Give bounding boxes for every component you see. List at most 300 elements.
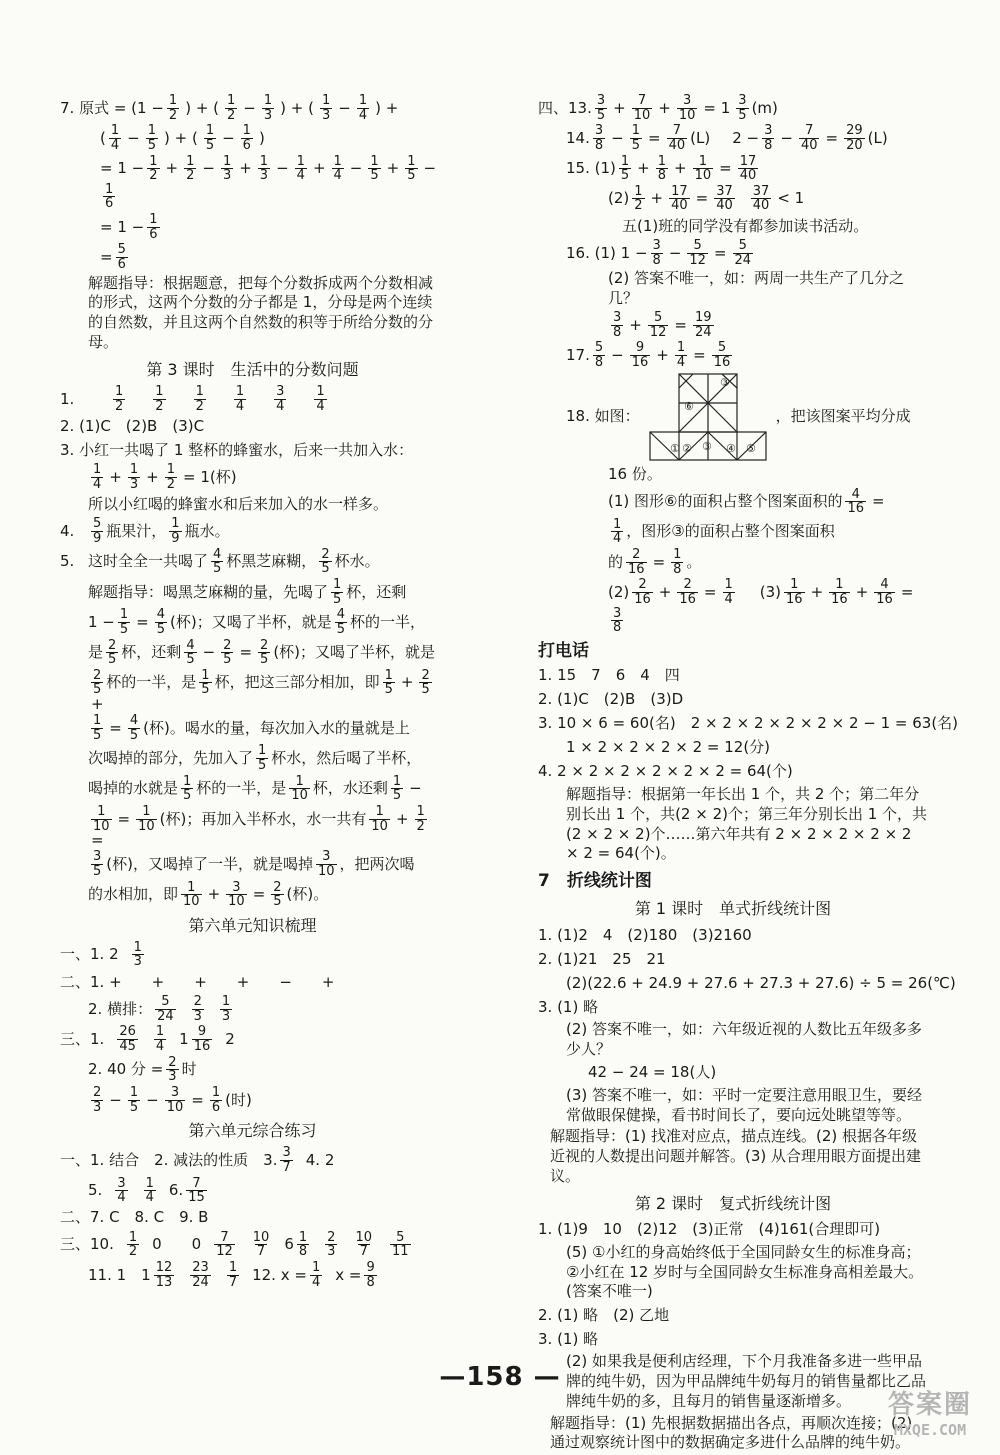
text: 3 — [738, 93, 747, 108]
fraction — [226, 881, 247, 909]
text: 10 — [93, 818, 110, 834]
left-column — [60, 92, 445, 1291]
fraction — [738, 155, 759, 183]
fraction — [234, 385, 246, 413]
text: 2 — [638, 577, 647, 593]
text: 10 — [694, 168, 712, 184]
text: 5 — [273, 894, 282, 910]
text: 1 — [171, 516, 180, 532]
text: 1 — [698, 153, 707, 169]
fraction — [874, 578, 895, 606]
text: 1 — [168, 93, 178, 108]
text: 杯的一半，是 — [106, 673, 197, 692]
text: = — [713, 243, 727, 262]
text: ，图形③的面积占整个图案面积 — [626, 522, 835, 541]
fraction — [181, 775, 193, 803]
s5-answer — [60, 548, 445, 576]
text: 1 — [205, 123, 215, 139]
text: 一、1. 2 — [60, 945, 119, 964]
ans-1: 1. (1)2 4 (2)180 (3)2160 — [538, 925, 752, 944]
fraction — [262, 94, 274, 122]
lesson1-title: 第 1 课时 单式折线统计图 — [634, 899, 832, 919]
fraction — [211, 548, 223, 576]
text: 杯，还剩 — [346, 582, 407, 601]
fraction — [331, 578, 343, 606]
chapter7-title: 7 折线统计图 — [538, 870, 652, 891]
text: = 1(杯) — [183, 467, 237, 486]
phone-4-tip: 解题指导：根据第一年长出 1 个，共 2 个；第二年分别长出 1 个，共(2 × 2)个；第三年分别长出 1 个，共(2 × 2 × 2)个……第六年共有 2 × 2 × 2 × 2 × 2 × 2 = 64(个)。 — [566, 784, 928, 863]
fraction — [651, 239, 663, 267]
text: (L) — [690, 128, 711, 147]
text: 1 — [296, 153, 305, 169]
text: 7 — [220, 1229, 229, 1245]
text: 1 — [613, 516, 622, 532]
s4-answer — [60, 517, 445, 545]
text: 16 — [631, 354, 649, 370]
fraction — [295, 155, 307, 183]
q7-line-1 — [60, 94, 445, 122]
text: 杯，把这三部分相加，即 — [214, 673, 380, 692]
bns-1: 1. (1)9 10 (2)12 (3)正常 (4)161(合理即可) — [538, 1220, 881, 1239]
text: 1 — [235, 383, 245, 399]
text: 5 — [407, 168, 416, 184]
text: 4 — [186, 637, 195, 653]
text: x = — [335, 1265, 362, 1284]
fraction — [357, 94, 369, 122]
text: = — [719, 159, 732, 178]
text: + — [658, 98, 671, 117]
fraction — [258, 639, 270, 667]
text: 6. — [168, 1181, 184, 1200]
text: 5 — [336, 621, 346, 637]
text: 1 — [93, 462, 102, 478]
text: 1 — [183, 773, 192, 789]
text: 4 — [333, 168, 342, 184]
lesson2-title: 第 2 课时 复式折线统计图 — [634, 1193, 832, 1213]
fraction — [147, 213, 159, 241]
q18-e — [538, 518, 928, 546]
fraction — [214, 1231, 235, 1259]
text: 1 — [676, 340, 686, 356]
text: 3 — [764, 123, 773, 139]
text: 4 — [145, 1190, 154, 1206]
fraction — [383, 669, 395, 697]
text: 3 — [193, 1008, 202, 1024]
text: 11 — [391, 1244, 409, 1260]
fraction — [736, 94, 748, 122]
fraction — [109, 124, 121, 152]
text: + — [613, 98, 626, 117]
fraction — [225, 94, 237, 122]
text: 4 — [213, 546, 222, 562]
fraction — [91, 463, 103, 491]
text: 5 — [205, 137, 215, 153]
text: (杯)，又喝掉了一半，就是喝掉 — [106, 854, 313, 873]
text: 四、13. — [538, 98, 592, 117]
text: 12 — [689, 252, 706, 268]
text: 解题指导：喝黑芝麻糊的量，先喝了 — [88, 582, 329, 601]
text: 5 — [213, 561, 222, 577]
text: 5 — [147, 137, 156, 153]
text: 5 — [396, 1229, 405, 1245]
text: 0 0 — [152, 1235, 202, 1254]
text: 37 — [716, 183, 733, 199]
text: 7 — [192, 1175, 201, 1191]
s5-tip-2 — [60, 608, 445, 636]
text: 6 — [117, 257, 126, 273]
fraction — [258, 155, 270, 183]
fraction — [221, 639, 233, 667]
fraction — [165, 463, 177, 491]
text: 杯，还剩 — [121, 643, 182, 662]
bns-2: 2. (1) 略 (2) 乙地 — [538, 1305, 670, 1324]
fraction — [227, 1261, 239, 1289]
bns-3: 3. (1) 略 — [538, 1329, 599, 1348]
text: 9 — [635, 340, 645, 356]
text: 杯黑芝麻糊， — [226, 552, 317, 571]
text: (L) — [867, 128, 888, 147]
text: 1 — [115, 383, 124, 399]
text: 20 — [846, 137, 863, 153]
text: 2 — [115, 398, 124, 414]
text: 5 — [129, 727, 139, 743]
text: 2 — [193, 994, 202, 1010]
fraction — [845, 488, 866, 516]
text: − — [668, 243, 682, 262]
text: 5 — [717, 340, 727, 356]
text: = — [136, 612, 149, 631]
text: 3 — [93, 1099, 102, 1115]
text: 26 — [119, 1024, 136, 1040]
text: 13 — [155, 1274, 173, 1290]
text: = — [900, 583, 914, 602]
text: 10 — [166, 1099, 184, 1115]
text: 5 — [93, 863, 102, 879]
text: 7 — [282, 1159, 291, 1175]
fraction — [799, 124, 820, 152]
text: 1 — [145, 1175, 154, 1191]
text: 16. (1) 1 − — [566, 243, 648, 262]
text: 12 — [155, 1260, 173, 1276]
text: 16 — [628, 561, 645, 577]
fraction — [192, 995, 204, 1023]
fraction — [199, 669, 211, 697]
text: 1 — [166, 462, 175, 478]
fraction — [106, 639, 118, 667]
text: 1 — [259, 153, 269, 169]
text: + — [109, 467, 122, 486]
text: 2 — [186, 168, 195, 184]
text: − — [127, 128, 140, 147]
text: 5 — [161, 994, 170, 1010]
text: 1 — [186, 153, 195, 169]
q18-a — [538, 372, 928, 462]
fraction — [611, 607, 623, 635]
text: 17 — [739, 153, 757, 169]
text: 1 — [110, 123, 120, 139]
q18-d — [538, 488, 928, 516]
fraction — [184, 639, 196, 667]
review-2: 二、1. + + + + − + — [60, 972, 335, 991]
q7-line-5 — [60, 243, 445, 271]
text: 16 — [786, 592, 803, 608]
text: 2 — [260, 637, 269, 653]
text: 4 — [117, 1190, 126, 1206]
text: 4 — [676, 354, 686, 370]
text: 2 — [93, 1084, 102, 1100]
fraction — [369, 805, 390, 833]
text: 10 — [138, 818, 155, 834]
review-6 — [60, 1086, 445, 1114]
text: 17 — [671, 183, 688, 199]
fraction — [204, 124, 216, 152]
text: 1 — [620, 153, 630, 169]
fraction — [136, 805, 157, 833]
text: 1 — [227, 93, 236, 108]
fraction — [118, 608, 130, 636]
operator: − — [423, 159, 437, 178]
text: 2 — [421, 667, 430, 683]
practice-4 — [60, 1231, 445, 1259]
text: 三、10. — [60, 1235, 114, 1254]
text: = — [100, 248, 113, 267]
text: 2 — [683, 577, 692, 593]
text: = — [652, 552, 666, 571]
text: 19 — [694, 310, 712, 325]
text: 15 — [188, 1190, 205, 1206]
text: 3 — [133, 954, 142, 970]
text: 5 — [594, 340, 604, 356]
operator: + — [386, 159, 400, 178]
text: ，把该图案平均分成 — [775, 407, 911, 426]
text: + — [855, 583, 869, 602]
text: 4 — [110, 137, 120, 153]
fraction — [368, 155, 380, 183]
text: 3 — [327, 1244, 336, 1260]
text: 5 — [119, 621, 129, 637]
text: 1 — [222, 153, 232, 169]
text: + — [395, 809, 409, 828]
text: 8 — [613, 324, 622, 340]
fraction — [314, 385, 326, 413]
text: 4 — [155, 1039, 165, 1055]
fraction — [165, 1086, 186, 1114]
text: 15. (1) — [566, 159, 616, 178]
fraction — [166, 1056, 178, 1084]
text: − — [780, 128, 793, 147]
text: 5 — [333, 591, 342, 607]
text: 1 — [119, 607, 129, 623]
fraction — [91, 517, 103, 545]
text: 6 — [105, 196, 114, 212]
text: 1 — [129, 1084, 139, 1100]
text: ，把两次喝 — [339, 854, 415, 873]
text: 10 — [318, 863, 335, 879]
phone-2: 2. (1)C (2)B (3)D — [538, 690, 684, 709]
text: 1 — [142, 803, 151, 819]
text: 40 — [716, 198, 733, 214]
fraction — [723, 578, 735, 606]
text: 1 — [370, 153, 379, 169]
text: 5 — [223, 652, 232, 668]
text: + — [146, 467, 159, 486]
q15-a — [538, 155, 928, 183]
fraction — [611, 518, 623, 546]
fraction — [147, 155, 159, 183]
fraction — [127, 1231, 139, 1259]
text: 7 — [228, 1274, 238, 1290]
text: = 1 − — [100, 217, 145, 236]
text: 杯的一半，是 — [196, 779, 287, 798]
text: 3 — [232, 879, 241, 895]
text: 次喝掉的部分，先加入了 — [88, 749, 254, 768]
text: 4 — [851, 486, 860, 502]
fraction — [221, 155, 233, 183]
text: 3 — [168, 1069, 177, 1085]
q18-f — [538, 548, 928, 576]
fraction — [153, 385, 165, 413]
text: 1 — [258, 743, 267, 759]
ans-3b: (2) 答案不唯一，如：六年级近视的人数比五年级多多少人？ — [566, 1020, 923, 1058]
fraction — [675, 341, 687, 369]
text: 1 — [149, 212, 158, 228]
text: 2 — [168, 107, 178, 123]
q16-b: (2) 答案不唯一，如：两周一共生产了几分之几？ — [608, 269, 905, 308]
text: 9 — [366, 1260, 375, 1276]
fraction — [335, 608, 347, 636]
phone-3b: 1 × 2 × 2 × 2 × 2 = 12(分) — [566, 738, 771, 757]
fraction — [116, 243, 128, 271]
text: − — [222, 128, 235, 147]
text: 29 — [846, 123, 863, 139]
text: 4 — [336, 607, 346, 623]
text: 1 — [358, 93, 368, 108]
text: 2 — [108, 637, 117, 653]
text: 10 — [252, 1229, 270, 1245]
text: 3 — [613, 310, 622, 325]
text: 5 — [186, 652, 195, 668]
text: 16 — [713, 354, 731, 370]
text: 16 — [193, 1039, 211, 1055]
text: 1 — [105, 181, 114, 197]
fraction — [91, 850, 103, 878]
text: 4 — [276, 398, 285, 414]
text: 5. — [88, 1181, 103, 1200]
practice-3: 二、7. C 8. C 9. B — [60, 1208, 209, 1227]
fraction — [677, 94, 698, 122]
fraction — [325, 1231, 337, 1259]
fraction — [419, 669, 431, 697]
fraction — [241, 124, 253, 152]
text: 1 — [133, 939, 142, 955]
text: 9 — [171, 531, 180, 547]
text: 3 — [282, 1145, 291, 1161]
text: 5 — [93, 727, 102, 743]
text: 是 — [88, 643, 104, 662]
text: 4 — [880, 577, 889, 593]
text: 4 — [311, 1274, 321, 1290]
unit6-review-title: 第六单元知识梳理 — [188, 915, 317, 935]
bns-3b: (2) 如果我是便利店经理，下个月我准备多进一些甲品牌的纯牛奶，因为甲品牌纯牛奶每月的销售量都比乙品牌纯牛奶的多，且每月的销售量逐渐增多。 — [566, 1352, 927, 1410]
text: 10 — [633, 107, 651, 123]
text: = — [117, 809, 131, 828]
text: 37 — [752, 183, 770, 199]
s3-line-c: 所以小红喝的蜂蜜水和后来加入的水一样多。 — [88, 494, 389, 513]
text: 5 — [321, 561, 330, 577]
text: 9 — [197, 1024, 207, 1040]
text: 喝掉的水就是 — [88, 779, 179, 798]
text: 5 — [117, 242, 126, 258]
fraction — [256, 744, 268, 772]
q17 — [538, 341, 928, 369]
text: = — [252, 885, 266, 904]
text: 3 — [682, 93, 692, 108]
text: 杯水，然后喝了半杯， — [271, 749, 422, 768]
fraction — [289, 775, 310, 803]
fraction — [390, 1231, 411, 1259]
text: 1 — [407, 153, 416, 169]
text: 三、1. — [60, 1030, 105, 1049]
q7-line-3 — [60, 155, 445, 212]
text: 5 — [738, 107, 747, 123]
text: 11. 1 1 — [88, 1265, 151, 1284]
text: 8 — [652, 252, 661, 268]
text: (杯)；又喝了半杯，就是 — [170, 612, 332, 631]
text: 3 — [129, 476, 139, 492]
text: 1 — [221, 994, 231, 1010]
text: 1 — [673, 547, 682, 563]
text: 10 — [678, 107, 696, 123]
text: 1 — [724, 577, 733, 593]
fraction — [714, 185, 735, 213]
text: 10 — [291, 788, 308, 804]
text: 24 — [694, 324, 712, 340]
text: 1 — [634, 183, 643, 199]
text: ) + — [375, 98, 399, 117]
text: 1 — [149, 153, 158, 169]
text: 5 — [384, 682, 393, 698]
text: 2 — [168, 1054, 177, 1070]
text: 1 — [631, 123, 640, 139]
fraction — [669, 185, 690, 213]
text: ) — [258, 128, 265, 147]
fraction — [146, 124, 158, 152]
fraction — [593, 124, 605, 152]
text: 2 — [632, 547, 641, 563]
text: − — [338, 98, 351, 117]
text: + — [674, 159, 687, 178]
fraction — [103, 183, 115, 211]
text: 5 — [596, 107, 606, 123]
text: 1 — [93, 713, 102, 729]
text: 杯，水还剩 — [312, 779, 388, 798]
text: 40 — [752, 198, 770, 214]
bns-3-tip: 解题指导：(1) 先根据数据描出各点，再顺次连接；(2) 通过观察统计图中的数据确定多进什么品牌的纯牛奶。 — [550, 1413, 913, 1452]
text: 1 — [311, 1260, 321, 1276]
review-5 — [60, 1056, 445, 1084]
text: 1 — [316, 383, 325, 399]
text: 4 — [316, 398, 325, 414]
text: 1 — [657, 153, 667, 169]
text: 瓶果汁， — [106, 522, 167, 541]
fraction — [632, 94, 653, 122]
text: 2 — [321, 546, 330, 562]
text: 24 — [734, 252, 752, 268]
text: 7 — [637, 93, 647, 108]
s5-tip-4 — [60, 669, 445, 712]
operator: − — [349, 159, 363, 178]
text: 40 — [800, 137, 818, 153]
